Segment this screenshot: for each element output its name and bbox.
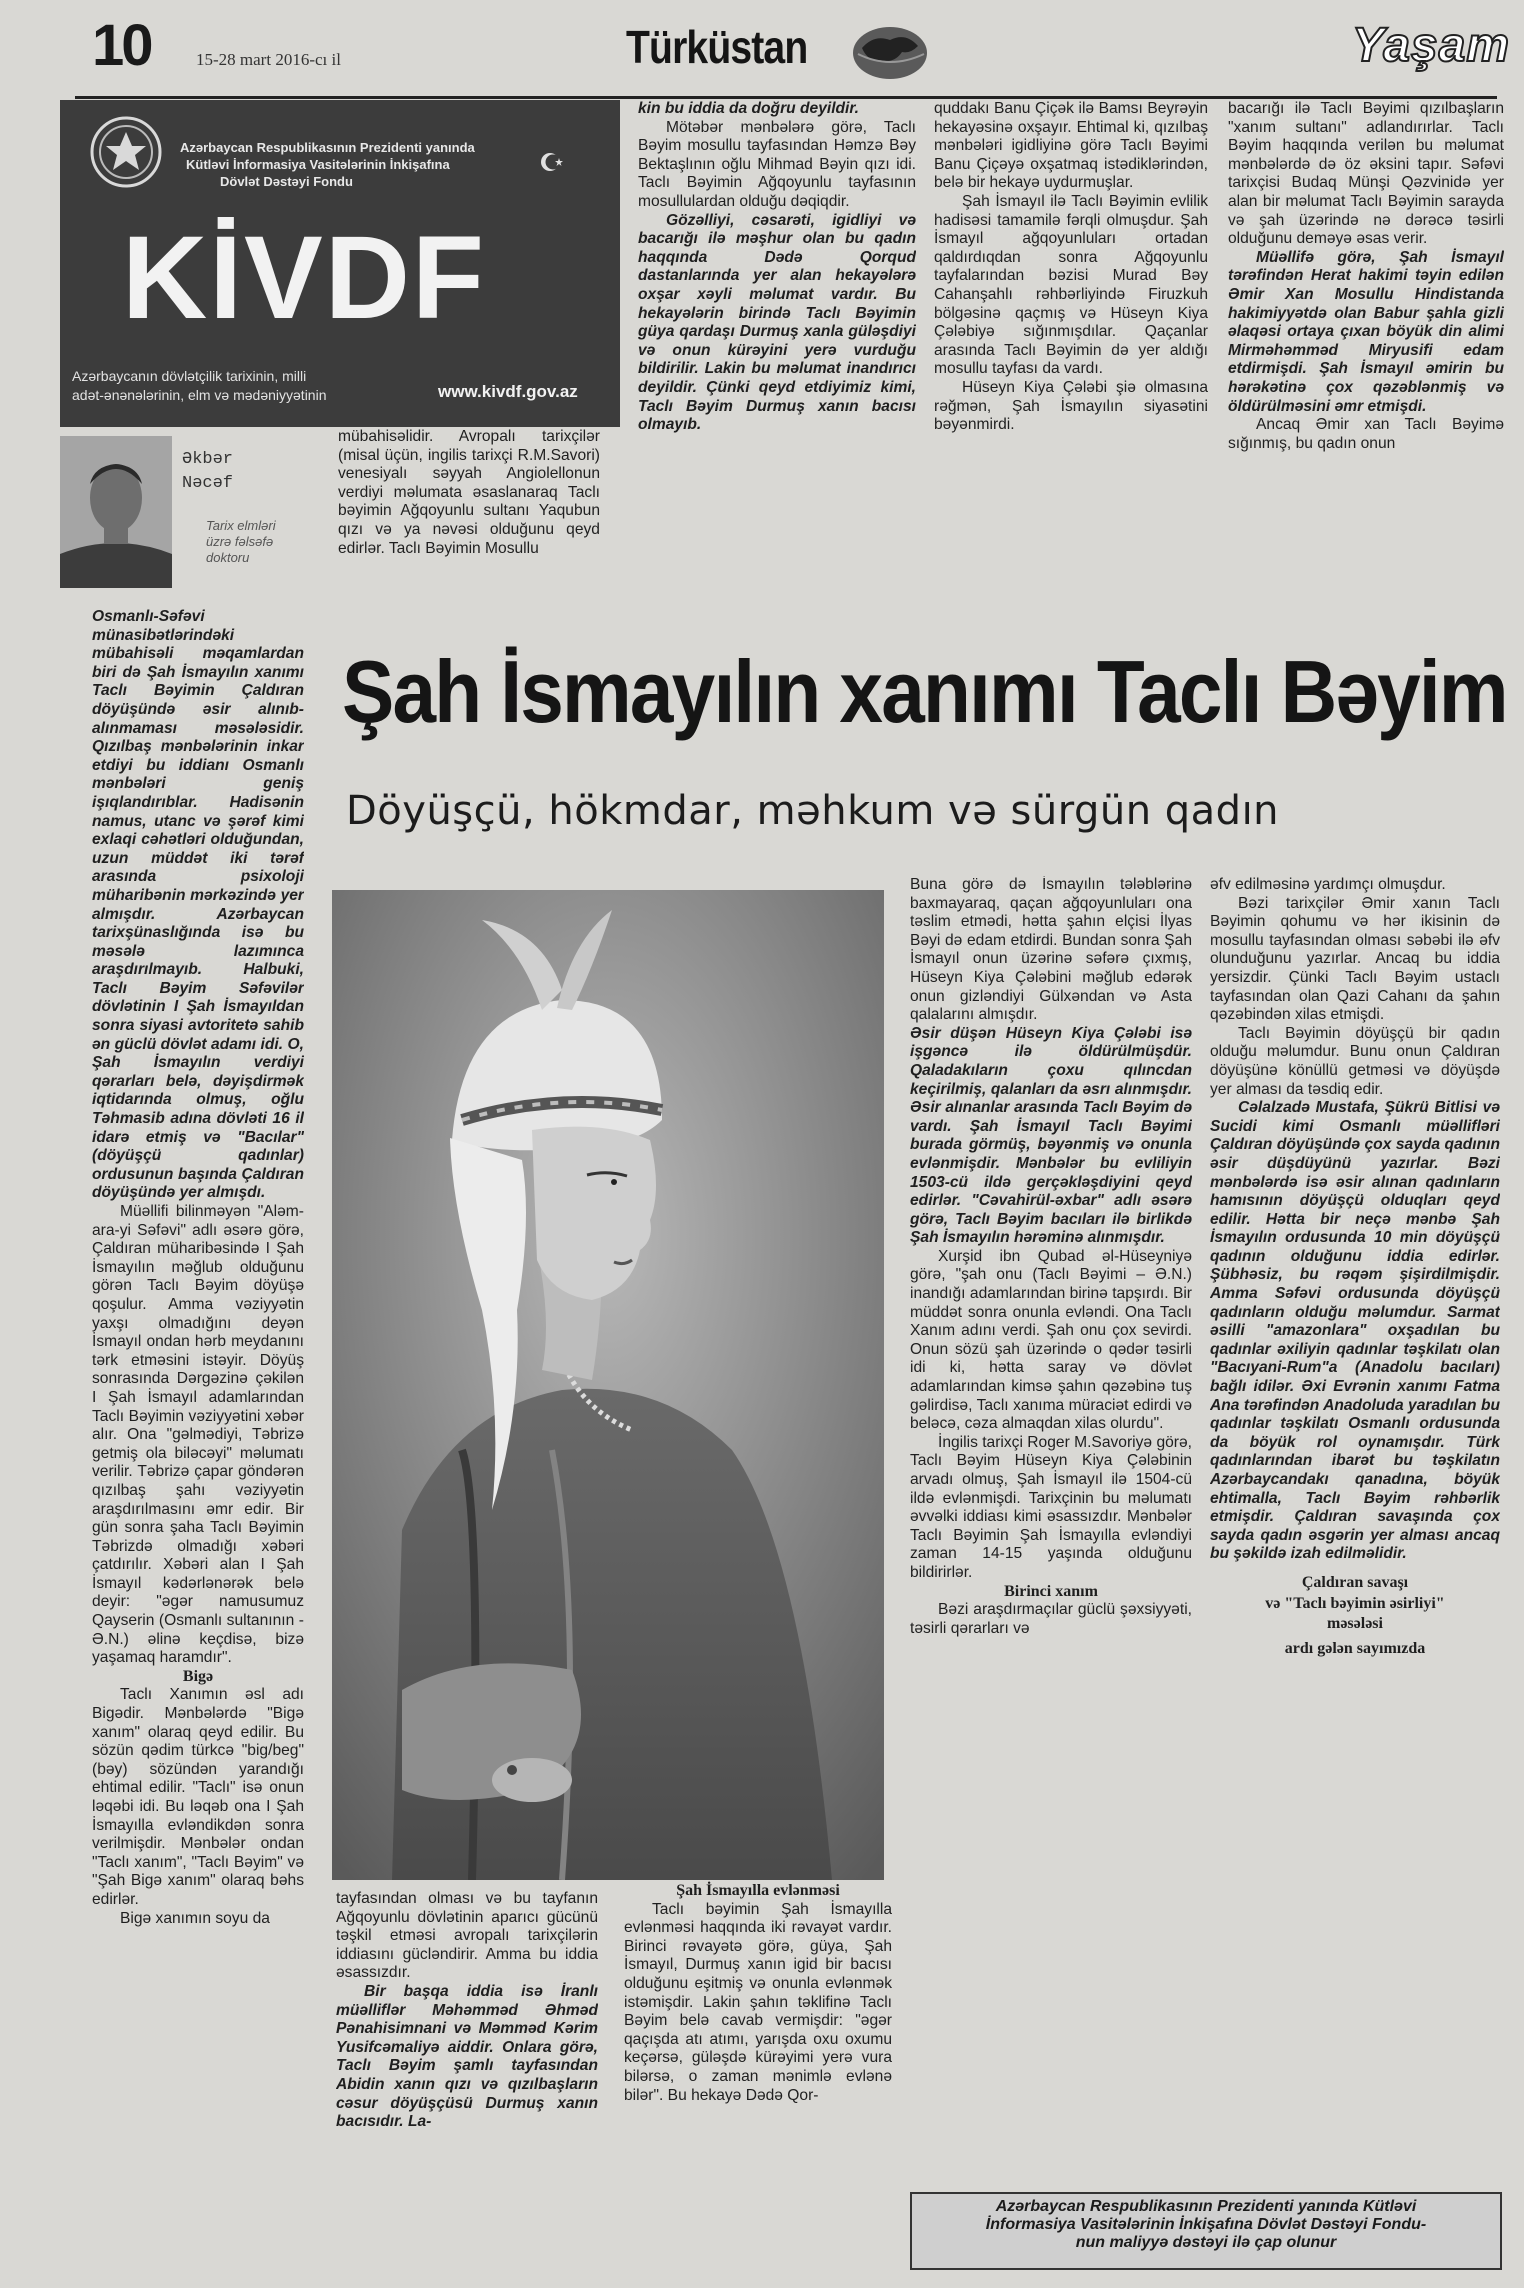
column-2-bottom <box>336 1890 598 2280</box>
author-last-name: Nəcəf <box>182 474 234 493</box>
fund-org-line2: Kütləvi İnformasiya Vasitələrinin İnkişafına <box>186 157 450 172</box>
continued-note: ardı gələn sayımızda <box>1284 1639 1426 1657</box>
paragraph: Taclı Xanımın əsl adı Bigədir. Mənbələrdə "Bigə xanım" olaraq qeyd edilir. Bu sözün qədim türkcə "big/beg" (bəy) sözündən yarandığı ehtimal edilir. "Taclı" isə onun ləqəbi idi. Bu ləqəb ona I Şah İsmayılla evləndikdən sonra verilmişdir. Mənbələr ondan "Taclı xanım", "Taclı Bəyim" və "Şah Bigə xanım" olaraq bəhs edirlər. <box>92 1686 304 1908</box>
column-4-top <box>934 100 1208 640</box>
crescent-star-icon <box>538 148 566 176</box>
next-title-2: və "Taclı bəyimin əsirliyi" <box>1265 1594 1445 1612</box>
paragraph: Müəllifə görə, Şah İsmayıl tərəfindən Herat hakimi təyin edilən Əmir Xan Mosullu Hindistanda hakimiyyətdə olan Babur şahla gizli əlaqəsi ortaya çıxan böyük din alimi Mirməhəmməd Miryusifi edam etdirmişdi. Şah İsmayıl əmirin bu hərəkətinə çox qəzəblənmiş və öldürülməsini əmr etmişdi. <box>1228 248 1504 415</box>
fund-logo: KİVDF <box>122 212 486 344</box>
paragraph: Hüseyn Kiya Çələbi şiə olmasına rəğmən, Şah İsmayılın siyasətini bəyənmirdi. <box>934 378 1208 434</box>
paragraph: Bigə xanımın soyu da <box>120 1909 270 1927</box>
author-title-1: Tarix elmləri <box>206 518 276 533</box>
column-3-top <box>638 100 916 640</box>
next-title-1: Çaldıran savaşı <box>1301 1573 1409 1591</box>
headline: Şah İsmayılın xanımı Taclı Bəyim <box>342 642 1507 741</box>
portrait-image <box>332 890 884 1880</box>
author-first-name: Əkbər <box>182 450 234 469</box>
footer-line-1: Azərbaycan Respublikasının Prezidenti yanında Kütləvi <box>995 2198 1417 2215</box>
paragraph: Şah İsmayıl ilə Taclı Bəyimin evlilik hadisəsi tamamilə fərqli olmuşdur. Şah İsmayıl ağqoyunluları ortadan qaldırdıqdan sonra Ağqoyunlu tayfalarından bəzisi Murad Bəy Cahanşahlı rəhbərliyində Firuzkuh bölgəsinə qaçmış və Hüseyn Kiya Çələbiyə sığınmışdılar. Qaçanlar arasında Taclı Bəyimin də yer aldığı mosullu tayfası da vardı. <box>934 192 1208 378</box>
header-rule <box>75 96 1497 99</box>
subhead-first-wife: Birinci xanım <box>1004 1582 1098 1600</box>
column-3-bottom <box>624 1880 892 2280</box>
paragraph: əfv edilməsinə yardımçı olmuşdur. <box>1210 876 1446 893</box>
paragraph: Gözəlliyi, cəsarəti, igidliyi və bacarığı ilə məşhur olan bu qadın haqqında Dədə Qorqud dastanlarında yer alan hekayələrə oxşar xəyli məlumat vardır. Bu hekayələrin birində Taclı Bəyimin güya qardaşı Durmuş xanla güləşdiyi və onun kürəyini yerə vurduğu bildirilir. Lakin bu məlumat inandırıcı deyildir. Çünki qeyd etdiyimiz kimi, Taclı Bəyim Durmuş xanın bacısı olmayıb. <box>638 211 916 434</box>
author-photo <box>60 436 172 588</box>
fund-tagline-2: adət-ənənələrinin, elm və mədəniyyətinin <box>72 387 327 403</box>
issue-date: 15-28 mart 2016-cı il <box>196 50 341 69</box>
portrait <box>332 890 884 1880</box>
footer-line-2: İnformasiya Vasitələrinin İnkişafına Dövlət Dəstəyi Fondu- <box>985 2216 1427 2233</box>
fund-tagline-1: Azərbaycanın dövlətçilik tarixinin, milli <box>72 368 307 384</box>
fund-url[interactable]: www.kivdf.gov.az <box>438 382 578 401</box>
subheadline: Döyüşçü, hökmdar, məhkum və sürgün qadın <box>346 788 1280 834</box>
paragraph: Ancaq Əmir xan Taclı Bəyimə sığınmış, bu qadın onun <box>1228 416 1504 452</box>
masthead: Türküstan <box>626 21 808 73</box>
column-2-top <box>338 428 600 638</box>
paragraph: Taclı Bəyimin döyüşçü bir qadın olduğu məlumdur. Bunu onun Çaldıran döyüşünə könüllü getməsi və döyüşdə yer alması da təsdiq edir. <box>1210 1024 1500 1098</box>
paragraph: quddakı Banu Çiçək ilə Bamsı Beyrəyin hekayəsinə oxşayır. Ehtimal ki, qızılbaş mənbələri igidliyinə görə Taclı Bəyimi Banu Çiçəyə oxşatmaq istədiklərindən, belə bir hekayə uydurmuşlar. <box>934 100 1208 192</box>
paragraph: Taclı bəyimin Şah İsmayılla evlənməsi haqqında iki rəvayət vardır. Birinci rəvayətə görə, güya, Şah İsmayıl, Durmuş xanın igid bir bacısı olduğunu eşitmiş və onunla evlənmək istəmişdir. Lakin şahın təklifinə Taclı Bəyim belə cavab vermişdir: "əgər qaçışda atı atımı, yarışda oxu oxumu keçərsə, güləşdə kürəyimi yerə vura bilərsə, o zaman mənimlə evlənə bilər". Bu hekayə Dədə Qor- <box>624 1900 892 2104</box>
section-name: Yaşam <box>1352 19 1510 72</box>
paragraph: İngilis tarixçi Roger M.Savoriyə görə, Taclı Bəyim Hüseyn Kiya Çələbinin arvadı olmuş, Şah İsmayıl ilə 1504-cü ildə evlənmişdi. Tarixçinin bu məlumatı əvvəlki iddiası kimi əsassızdır. Mənbələr Taclı Bəyimin Şah İsmayılla evləndiyi zaman 14-15 yaşında olduğunu bildirirlər. <box>910 1433 1192 1581</box>
subhead-biga: Bigə <box>182 1667 214 1685</box>
subhead-marriage: Şah İsmayılla evlənməsi <box>676 1882 840 1899</box>
column-4-bottom <box>910 876 1192 2162</box>
fund-box <box>60 100 620 427</box>
page-number: 10 <box>92 13 151 78</box>
column-1 <box>92 608 304 2278</box>
globe-icon <box>850 24 930 82</box>
emblem-icon <box>88 114 164 190</box>
column-5-bottom <box>1210 876 1500 2058</box>
paragraph: Bəzi tarixçilər Əmir xanın Taclı Bəyimin qohumu və hər ikisinin də mosullu tayfasından olması səbəbi ilə əfv olunduğunu yazırlar. Ancaq bu iddia yersizdir. Çünki Taclı Bəyim ustaclı tayfasından olan Qazi Cahanı da şahın qəzəbindən xilas etmişdi. <box>1210 894 1500 1024</box>
column-5-top <box>1228 100 1504 640</box>
next-title-3: məsələsi <box>1327 1615 1383 1633</box>
lead-paragraph: Osmanlı-Səfəvi münasibətlərindəki mübahisəli məqamlardan biri də Şah İsmayılın xanımı Taclı Bəyimin Çaldıran döyüşündə əsir alınıb-alınmaması məsələsidir. Qızılbaş mənbələrinin inkar etdiyi bu iddianı Osmanlı mənbələri geniş işıqlandırıblar. Hadisənin namus, utanc və şərəf kimi exlaqi cəhətləri olduğundan, uzun müddət iki tərəf arasında psixoloji müharibənin mərkəzində yer almışdır. Azərbaycan tarixşünaslığında isə bu məsələ lazımınca araşdırılmayıb. Halbuki, Taclı Bəyim Səfəvilər dövlətinin I Şah İsmayıldan sonra siyasi avtoritetə sahib ən güclü dövlət adamı idi. O, Şah İsmayılın verdiyi qərarları belə, dəyişdirmək iqtidarında olmuş, oğlu Təhmasib adına dövləti 16 il idarə etmiş və "Bacılar" (döyüşçü qadınlar) ordusunun başında Çaldıran döyüşündə yer almışdı. <box>92 608 304 1202</box>
paragraph: Bir başqa iddia isə İranlı müəlliflər Məhəmməd Əhməd Pənahisimnani və Məmməd Kərim Yusifcəmaliyə aiddir. Onlara görə, Taclı Bəyim şamlı tayfasından Abidin xanın qızı və qızılbaşların cəsur döyüşçüsü Durmuş xanın bacısıdır. La- <box>336 1982 598 2131</box>
paragraph: Xurşid ibn Qubad əl-Hüseyniyə görə, "şah onu (Taclı Bəyimi – Ə.N.) inandığı adamlarından birinə tapşırdı. Bir müddət sonra onunla evləndi. Ona Taclı Xanım adını verdi. Şah onu çox sevirdi. Onun sözü şah üzərində o qədər təsirli idi ki, hətta saray və dövlət adamlarından kimsə şahın qəzəbinə tuş gəlirdisə, Taclı xanıma müraciət edirdi və beləcə, cəza almaqdan xilas olurdu". <box>910 1247 1192 1433</box>
author-title-2: üzrə fəlsəfə <box>206 534 274 549</box>
fund-org-line1: Azərbaycan Respublikasının Prezidenti yanında <box>180 140 475 155</box>
paragraph: kin bu iddia da doğru deyildir. <box>638 100 859 117</box>
author-title-3: doktoru <box>206 550 250 565</box>
paragraph: mübahisəlidir. Avropalı tarixçilər (misal üçün, ingilis tarixçi R.M.Savori) venesiyalı səyyah Angiolellonun verdiyi məlumata əsaslanaraq Taclı bəyimin Ağqoyunlu sultanı Yaqubun qızı və ya nəvəsi olduğunu qeyd edirlər. Taclı Bəyimin Mosullu <box>338 428 600 557</box>
paragraph: Əsir düşən Hüseyn Kiya Çələbi isə işgəncə ilə öldürülmüşdür. Qaladakıların çoxu qılıncdan keçirilmiş, qalanları da əsrı alınmışdır. Əsir alınanlar arasında Taclı Bəyim də vardı. Şah İsmayıl Taclı Bəyimi burada görmüş, bəyənmiş və onunla evlənmişdir. Mənbələr bu evliliyin 1503-cü ildə gerçəkləşdiyini qeyd edirlər. "Cəvahirül-əxbar" adlı əsərə görə, Taclı Bəyim bacıları ilə birlikdə Şah İsmayılın hərəminə alınmışdır. <box>910 1024 1192 1247</box>
paragraph: Bəzi araşdırmaçılar güclü şəxsiyyəti, təsirli qərarları və <box>910 1601 1192 1637</box>
paragraph: bacarığı ilə Taclı Bəyimi qızılbaşların "xanım sultanı" adlandırırlar. Taclı Bəyim haqqında verilən bu məlumat mənbələrdə də öz əksini tapır. Səfəvi tarixçisi Budaq Münşi Qəzvinidə yer alan bir məlumat Taclı Bəyimin sarayda və şah üzərində nə dərəcə təsirli olduğunu deməyə əsas verir. <box>1228 100 1504 248</box>
paragraph: Mötəbər mənbələrə görə, Taclı Bəyim mosullu tayfasından Həmzə Bəy Bektaşlının oğlu Mihmad Bəyin qızı idi. Taclı Bəyimin Ağqoyunlu tayfasının mosullulardan olduğu dəqiqdir. <box>638 118 916 210</box>
paragraph: Cəlalzadə Mustafa, Şükrü Bitlisi və Sucidi kimi Osmanlı müəllifləri Çaldıran döyüşündə çox sayda qadının əsir düşdüyünü yazırlar. Bəzi mənbələrdə isə əsir alınan qadınların hamısının döyüşçü olduqları qeyd edilir. Hətta bir neçə mənbə Şah İsmayılın ordusunda 10 min döyüşçü qadının olduğunu iddia edirlər. Şübhəsiz, bu rəqəm şişirdilmişdir. Amma Səfəvi ordusunda döyüşçü qadınların olduğu məlumdur. Sarmat əsilli "amazonlara" oxşadılan bu qadınlar əxiliyin qadınlar təşkilatı olan "Bacıyani-Rum"a (Anadolu bacıları) bağlı idilər. Əxi Evrənin xanımı Fatma Ana tərəfindən Anadoluda yaradılan bu qadınlar təşkilatı Osmanlı ordusunda da böyük rol oynamışdır. Türk qadınlarından ibarət bu təşkilatın Azərbaycandakı qanadına, böyük ehtimalla, Taclı Bəyim rəhbərlik etmişdir. Çaldıran savaşında çox sayda qadın əsgərin yer alması ancaq bu şəkildə izah edilməlidir. <box>1210 1099 1500 1563</box>
paragraph: Buna görə də İsmayılın tələblərinə baxmayaraq, qaçan ağqoyunluları ona təslim etmədi, hətta şahın elçisi İlyas Bəyi də edam etdirdi. Bundan sonra Şah İsmayıl onun üzərinə səfərə çıxmış, Hüseyn Kiya Çələbini məğlub edərək onun gizləndiyi Gülxəndan və Asta qalalarını almışdır. <box>910 876 1192 1024</box>
paragraph: tayfasından olması və bu tayfanın Ağqoyunlu dövlətinin aparıcı gücünü təşkil etməsi avropalı tarixçilərin iddiasını gücləndirir. Amma bu iddia əsassızdır. <box>336 1890 598 1982</box>
fund-org-line3: Dövlət Dəstəyi Fondu <box>220 174 353 189</box>
footer-box <box>910 2192 1502 2270</box>
paragraph: Müəllifi bilinməyən "Aləm-ara-yi Səfəvi" adlı əsərə görə, Çaldıran müharibəsində I Şah İsmayılın məğlub olduğunu görən Taclı Bəyim döyüşə qoşulur. Amma vəziyyətin yaxşı olmadığını deyən İsmayıl ondan hərb meydanını tərk etməsini istəyir. Döyüş sonrasında Dərgəzinə çəkilən I Şah İsmayıl adamlarından Taclı Bəyimin vəziyyətini xəbər alır. Ona "gəlmədiyi, Təbrizə getmiş ola biləcəyi" məlumatı verilir. Təbrizə çapar göndərən qızılbaş şahı vəziyyətin araşdırılmasını əmr edir. Bir gün sonra şaha Taclı Bəyimin Təbrizdə olmadığı xəbəri çatdırılır. Xəbəri alan I Şah İsmayıl kədərlənərək belə deyir: "əgər namusumuz Qayserin (Osmanlı sultanının - Ə.N.) əlinə keçdisə, bizə yaşamaq haramdır". <box>92 1203 304 1667</box>
footer-line-3: nun maliyyə dəstəyi ilə çap olunur <box>1075 2234 1337 2251</box>
